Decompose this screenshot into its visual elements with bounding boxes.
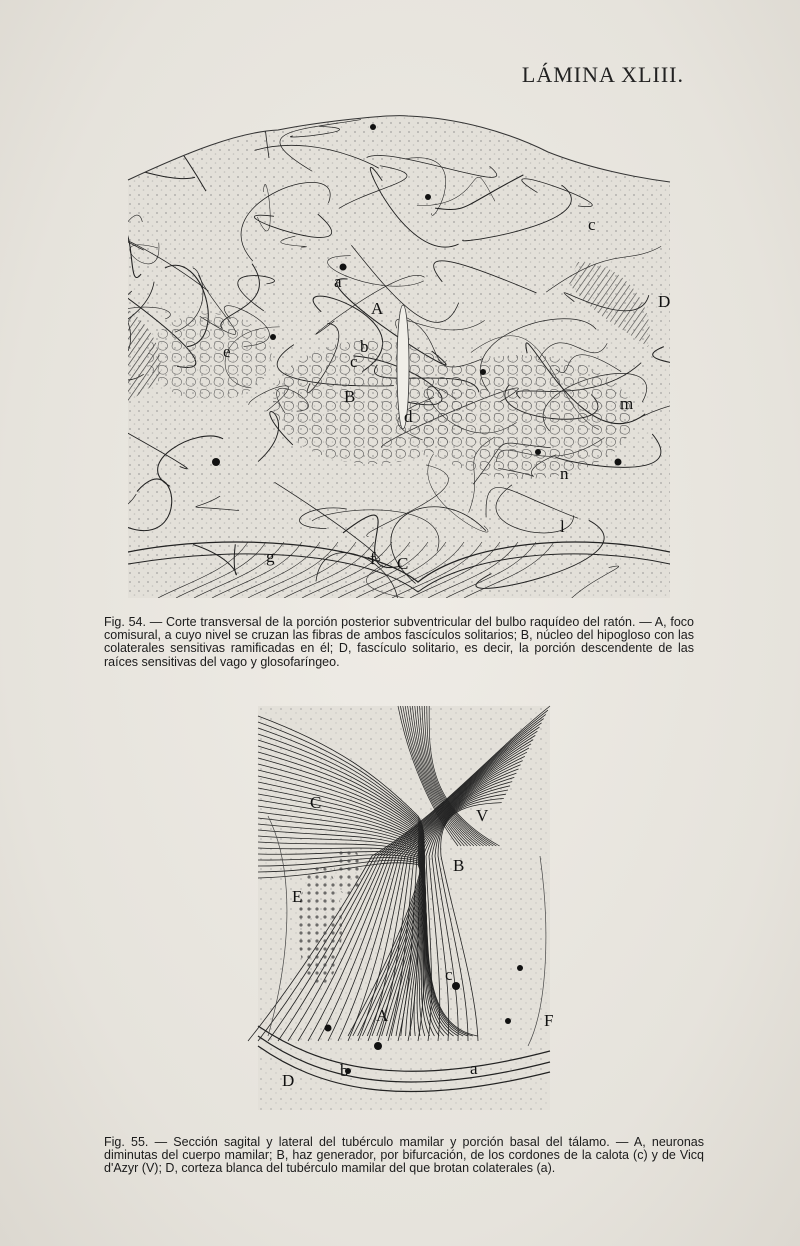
fig54-label-m: m [620, 394, 634, 413]
figure-55-caption: Fig. 55. — Sección sagital y lateral del tubérculo mamilar y porción basal del tálamo. — A, neuronas diminutas del cuerpo mamilar; B, haz generador, por bifurcación, de los cordones de la calota (c) y de Vicq d'Azyr (V); D, corteza blanca del tubérculo mamilar del que brotan colaterales (a). [104, 1135, 704, 1176]
fig54-label-c-right: c [588, 215, 596, 234]
fig54-label-g: g [266, 547, 275, 566]
fig55-label-a: a [470, 1059, 478, 1078]
fig54-label-C: C [397, 554, 409, 573]
fig54-label-a-left: a [334, 272, 342, 291]
fig55-label-F: F [544, 1011, 554, 1030]
fig54-label-b: b [360, 337, 369, 356]
plate-heading: LÁMINA XLIII. [521, 62, 684, 87]
fig55-label-V: V [476, 806, 489, 825]
fig55-label-b: b [340, 1061, 349, 1080]
fig54-label-e: e [223, 342, 231, 361]
figure-55-illustration [258, 706, 554, 1110]
fig55-label-A: A [376, 1006, 389, 1025]
fig55-label-B: B [453, 856, 465, 875]
fig54-label-c: c [350, 352, 358, 371]
fig54-label-l: l [560, 517, 565, 536]
fig54-label-B: B [344, 387, 356, 406]
fig54-label-D: D [658, 292, 671, 311]
fig55-label-c: c [445, 965, 453, 984]
fig54-label-A: A [371, 299, 384, 318]
fig54-label-f: f [370, 549, 376, 568]
fig54-label-n: n [560, 464, 569, 483]
fig55-label-C: C [310, 793, 322, 812]
fig55-label-D: D [282, 1071, 295, 1090]
figure-54-caption: Fig. 54. — Corte transversal de la porción posterior subventricular del bulbo raquídeo del ratón. — A, foco comisural, a cuyo nivel se cruzan las fibras de ambos fascículos solitarios; B, núcleo del hipogloso con las colaterales sensitivas ramificadas en él; D, fascículo solitario, es decir, la porción descendente de las raíces sensitivas del vago y glosofaríngeo. [104, 615, 694, 669]
fig54-label-d: d [404, 407, 413, 426]
figure-54-illustration [128, 112, 670, 598]
fig55-label-E: E [292, 887, 303, 906]
